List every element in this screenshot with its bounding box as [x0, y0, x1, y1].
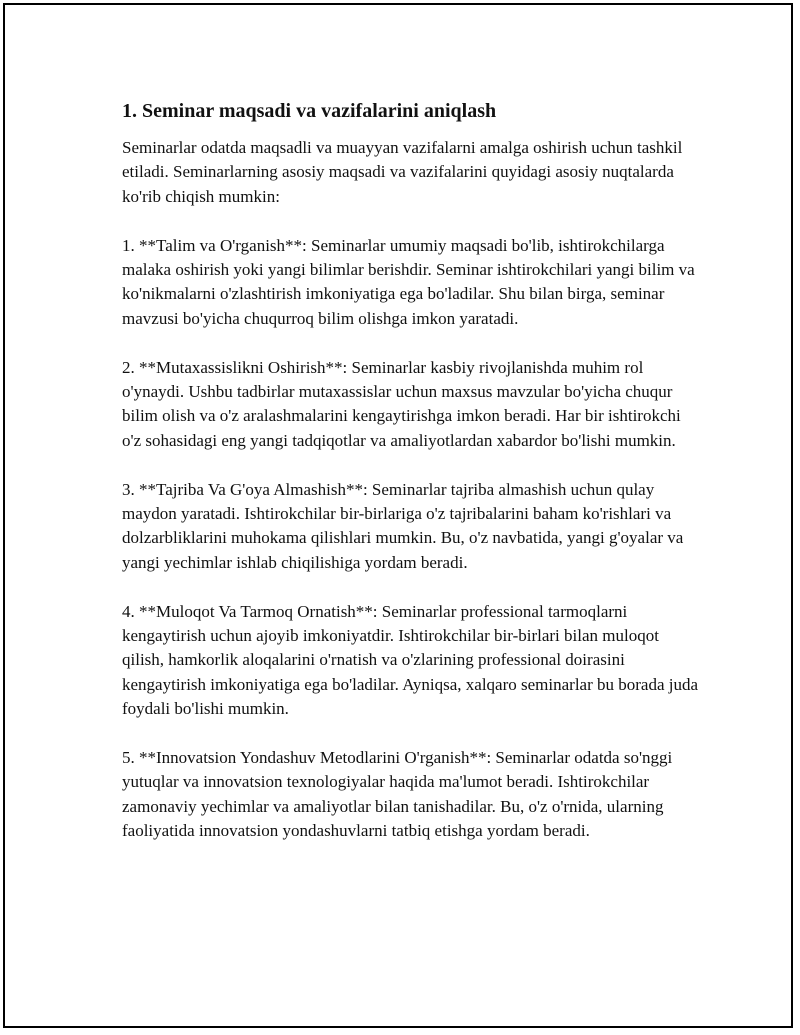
- point-paragraph-1: 1. **Talim va O'rganish**: Seminarlar umumiy maqsadi bo'lib, ishtirokchilarga malaka oshirish yoki yangi bilimlar berishdir. Seminar ishtirokchilari yangi bilim va ko'nikmalarni o'zlashtirish imkoniyatiga ega bo'ladilar. Shu bilan birga, seminar mavzusi bo'yicha chuqurroq bilim olishga imkon yaratadi.: [122, 235, 695, 328]
- intro-paragraph: Seminarlar odatda maqsadli va muayyan vazifalarni amalga oshirish uchun tashkil etiladi. Seminarlarning asosiy maqsadi va vazifalarini quyidagi asosiy nuqtalarda ko'rib chiqish mumkin:: [122, 138, 683, 206]
- point-paragraph-2: 2. **Mutaxassislikni Oshirish**: Seminarlar kasbiy rivojlanishda muhim rol o'ynaydi. Ushbu tadbirlar mutaxassislar uchun maxsus mavzular bo'yicha chuqur bilim olish va o'z aralashmalarini kengaytirishga imkon beradi. Har bir ishtirokchi o'z sohasidagi eng yangi tadqiqotlar va amaliyotlardan xabardor bo'lishi mumkin.: [122, 357, 681, 450]
- page-frame: [3, 3, 793, 1028]
- point-paragraph-4: 4. **Muloqot Va Tarmoq Ornatish**: Seminarlar professional tarmoqlarni kengaytirish uchun ajoyib imkoniyatdir. Ishtirokchilar bir-birlari bilan muloqot qilish, hamkorlik aloqalarini o'rnatish va o'zlarining professional doirasini kengaytirish imkoniyatiga ega bo'ladilar. Ayniqsa, xalqaro seminarlar bu borada juda foydali bo'lishi mumkin.: [122, 601, 699, 719]
- point-paragraph-3: 3. **Tajriba Va G'oya Almashish**: Seminarlar tajriba almashish uchun qulay maydon yaratadi. Ishtirokchilar bir-birlariga o'z tajribalarini baham ko'rishlari va dolzarbliklarini muhokama qilishlari mumkin. Bu, o'z navbatida, yangi g'oyalar va yangi yechimlar ishlab chiqilishiga yordam beradi.: [122, 479, 684, 572]
- document-body: [122, 98, 702, 868]
- point-paragraph-5: 5. **Innovatsion Yondashuv Metodlarini O'rganish**: Seminarlar odatda so'nggi yutuqlar va innovatsion texnologiyalar haqida ma'lumot beradi. Ishtirokchilar zamonaviy yechimlar va amaliyotlar bilan tanishadilar. Bu, o'z o'rnida, ularning faoliyatida innovatsion yondashuvlarni tatbiq etishga yordam beradi.: [122, 748, 673, 841]
- section-heading: 1. Seminar maqsadi va vazifalarini aniqlash: [122, 100, 497, 122]
